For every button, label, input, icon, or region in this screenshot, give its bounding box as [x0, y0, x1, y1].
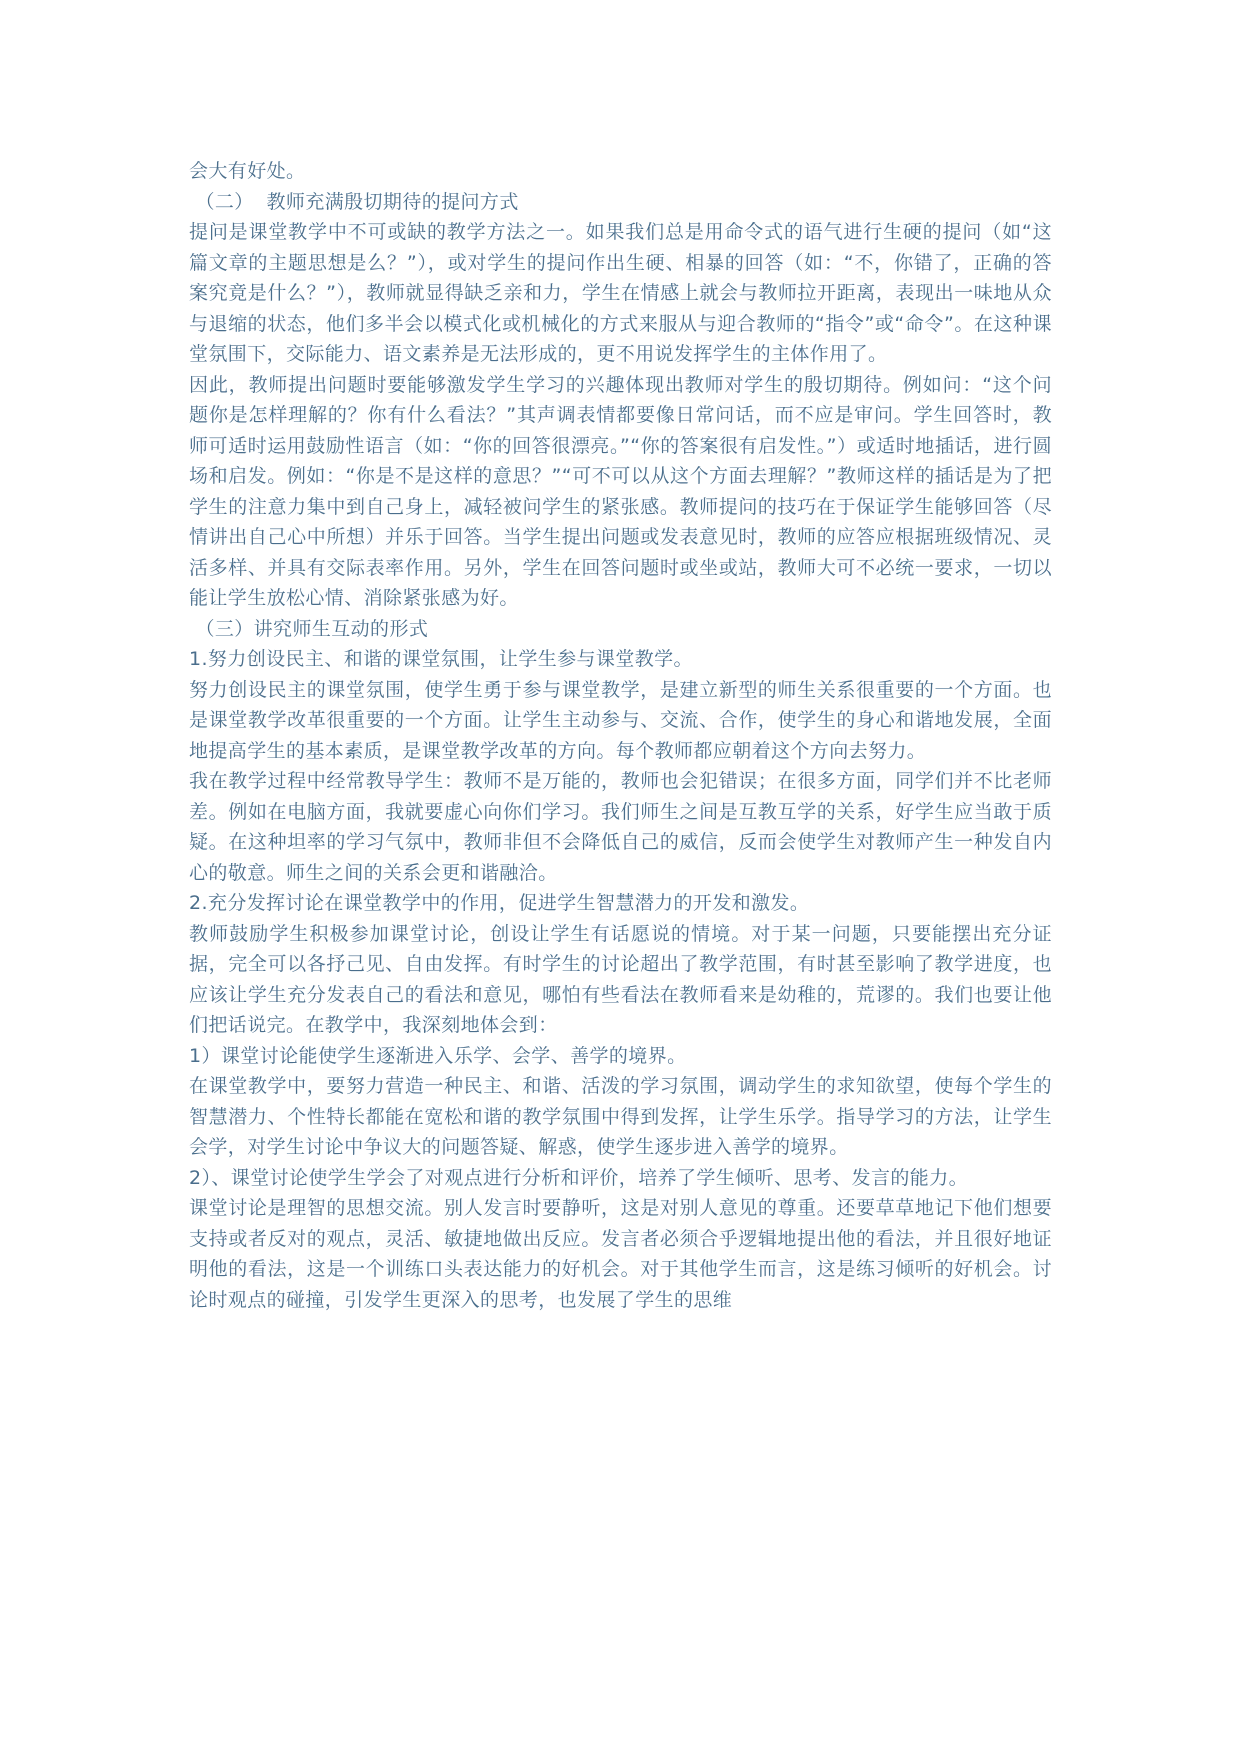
section-heading-2: （二） 教师充满殷切期待的提问方式	[189, 190, 519, 213]
document-body	[189, 156, 1052, 1315]
paragraph-questioning: 提问是课堂教学中不可或缺的教学方法之一。如果我们总是用命令式的语气进行生硬的提问（如“这篇文章的主题思想是么？”），或对学生的提问作出生硬、相暴的回答（如：“不，你错了，正确的答案究竟是什么？”），教师就显得缺乏亲和力，学生在情感上就会与教师拉开距离，表现出一味地从众与退缩的状态，他们多半会以模式化或机械化的方式来服从与迎合教师的“指令”或“命令”。在这种课堂氛围下，交际能力、语文素养是无法形成的，更不用说发挥学生的主体作用了。	[189, 221, 1052, 365]
paragraph-teaching-experience: 我在教学过程中经常教导学生：教师不是万能的，教师也会犯错误；在很多方面，同学们并不比老师差。例如在电脑方面，我就要虚心向你们学习。我们师生之间是互教互学的关系，好学生应当敢于质疑。在这种坦率的学习气氛中，教师非但不会降低自己的威信，反而会使学生对教师产生一种发自内心的敬意。师生之间的关系会更和谐融洽。	[189, 770, 1052, 884]
paragraph-learning-atmosphere: 在课堂教学中，要努力营造一种民主、和谐、活泼的学习氛围，调动学生的求知欲望，使每个学生的智慧潜力、个性特长都能在宽松和谐的教学氛围中得到发挥，让学生乐学。指导学习的方法，让学生会学，对学生讨论中争议大的问题答疑、解惑，使学生逐步进入善学的境界。	[189, 1075, 1052, 1158]
paragraph-closing-line: 会大有好处。	[189, 160, 306, 182]
subheading-1: 1.努力创设民主、和谐的课堂氛围，让学生参与课堂教学。	[189, 648, 693, 670]
section-heading-3: （三）讲究师生互动的形式	[189, 617, 429, 640]
subheading-2: 2.充分发挥讨论在课堂教学中的作用，促进学生智慧潜力的开发和激发。	[189, 892, 810, 914]
point-1: 1）课堂讨论能使学生逐渐进入乐学、会学、善学的境界。	[189, 1044, 687, 1067]
paragraph-discussion: 教师鼓励学生积极参加课堂讨论，创设让学生有话愿说的情境。对于某一问题，只要能摆出充分证据，完全可以各抒己见、自由发挥。有时学生的讨论超出了教学范围，有时甚至影响了教学进度，也应该让学生充分发表自己的看法和意见，哪怕有些看法在教师看来是幼稚的，荒谬的。我们也要让他们把话说完。在教学中，我深刻地体会到：	[189, 922, 1052, 1036]
point-2: 2）、课堂讨论使学生学会了对观点进行分析和评价，培养了学生倾听、思考、发言的能力。	[189, 1166, 968, 1189]
paragraph-expectation: 因此，教师提出问题时要能够激发学生学习的兴趣体现出教师对学生的殷切期待。例如问：“这个问题你是怎样理解的？你有什么看法？”其声调表情都要像日常问话，而不应是审问。学生回答时，教师可适时运用鼓励性语言（如：“你的回答很漂亮。”“你的答案很有启发性。”）或适时地插话，进行圆场和启发。例如：“你是不是这样的意思？”“可不可以从这个方面去理解？”教师这样的插话是为了把学生的注意力集中到自己身上，减轻被问学生的紧张感。教师提问的技巧在于保证学生能够回答（尽情讲出自己心中所想）并乐于回答。当学生提出问题或发表意见时，教师的应答应根据班级情况、灵活多样、并具有交际表率作用。另外，学生在回答问题时或坐或站，教师大可不必统一要求，一切以能让学生放松心情、消除紧张感为好。	[189, 373, 1052, 609]
paragraph-democratic-atmosphere: 努力创设民主的课堂氛围，使学生勇于参与课堂教学，是建立新型的师生关系很重要的一个方面。也是课堂教学改革很重要的一个方面。让学生主动参与、交流、合作，使学生的身心和谐地发展，全面地提高学生的基本素质，是课堂教学改革的方向。每个教师都应朝着这个方向去努力。	[189, 678, 1052, 762]
paragraph-rational-exchange: 课堂讨论是理智的思想交流。别人发言时要静听，这是对别人意见的尊重。还要草草地记下他们想要支持或者反对的观点，灵活、敏捷地做出反应。发言者必须合乎逻辑地提出他的看法，并且很好地证明他的看法，这是一个训练口头表达能力的好机会。对于其他学生而言，这是练习倾听的好机会。讨论时观点的碰撞，引发学生更深入的思考，也发展了学生的思维	[189, 1197, 1052, 1311]
